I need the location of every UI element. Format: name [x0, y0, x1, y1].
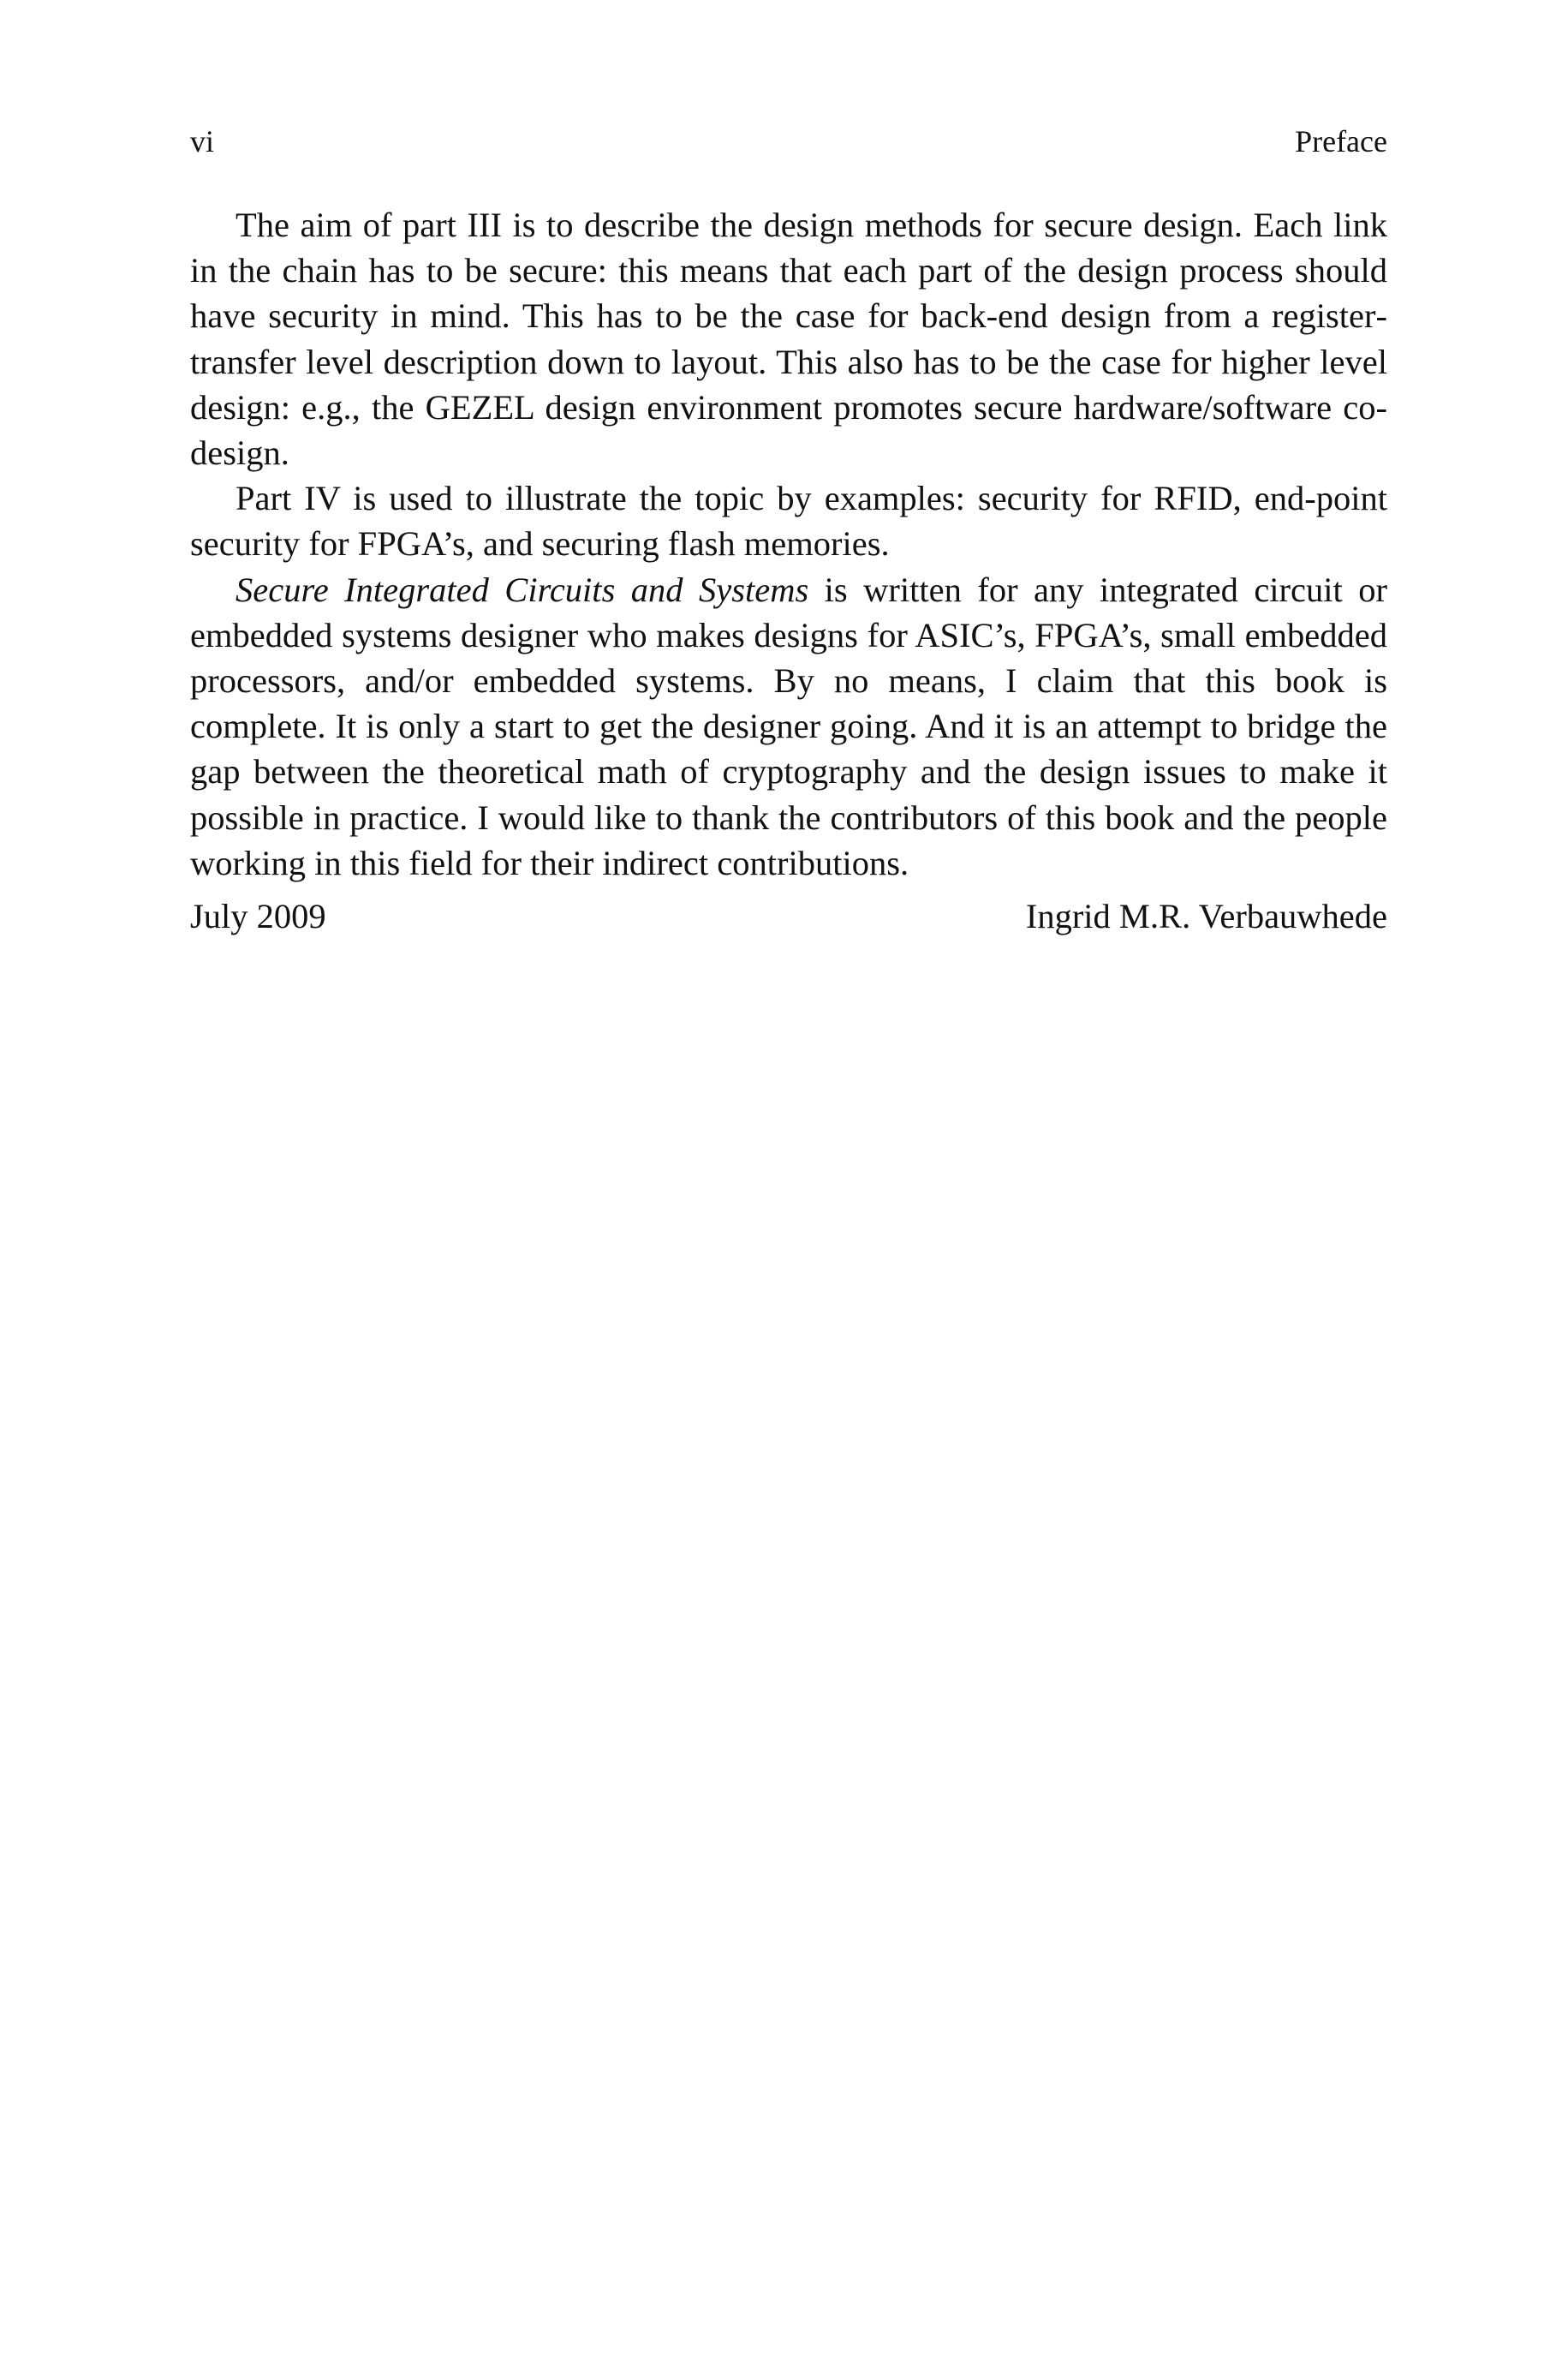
paragraph-audience	[190, 567, 1387, 886]
page-number: vi	[190, 124, 215, 158]
section-title: Preface	[1295, 124, 1387, 158]
book-title: Secure Integrated Circuits and Systems	[235, 570, 809, 609]
paragraph-part-three: The aim of part III is to describe the design methods for secure design. Each link in the chain has to be secure: this means that each part of the design process should have security in mind. This has to be the case for back-end design from a registertransfer level description down to layout. This also has to be the case for higher level design: e.g., the GEZEL design environment promotes secure hardware/software co-design.	[190, 206, 1387, 473]
paragraph-part-four: Part IV is used to illustrate the topic by examples: security for RFID, end-point security for FPGA’s, and securing flash memories.	[190, 479, 1387, 564]
running-head	[190, 120, 1387, 163]
signoff-date: July 2009	[190, 897, 326, 935]
paragraph-audience-text: is written for any integrated circuit or embedded systems designer who makes designs for ASIC’s, FPGA’s, small embedded processors, and/or embedded systems. By no means, I claim that this book is complete. It is only a start to get the designer going. And it is an attempt to bridge the gap between the theoretical math of cryptography and the design issues to make it possible in practice. I would like to thank the contributors of this book and the people working in this field for their indirect contributions.	[190, 570, 1387, 882]
signoff-author: Ingrid M.R. Verbauwhede	[1025, 897, 1387, 935]
preface-body	[190, 202, 1387, 886]
preface-signoff	[190, 893, 1387, 941]
